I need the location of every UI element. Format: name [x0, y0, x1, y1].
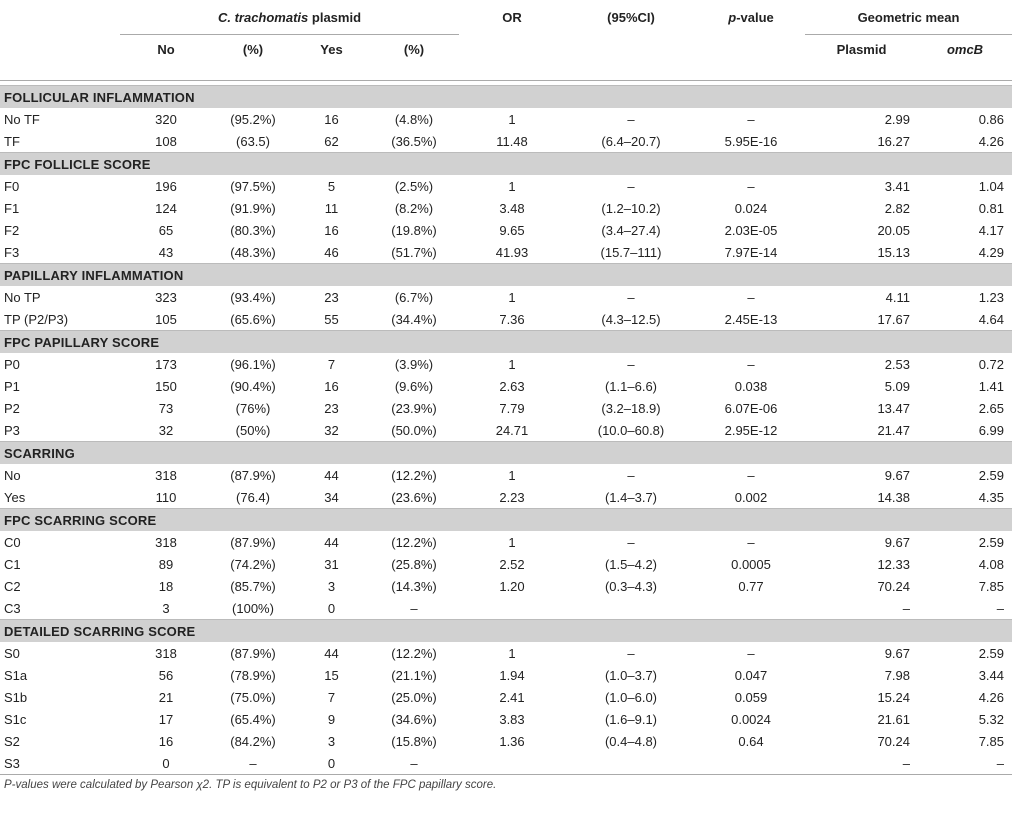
p-value: 0.038	[734, 378, 768, 394]
odds-ratio: 41.93	[495, 244, 529, 260]
no-count: 0	[162, 755, 170, 771]
yes-count: 11	[324, 200, 339, 216]
row-label: P0	[4, 356, 20, 372]
odds-ratio: 2.23	[499, 489, 525, 505]
plasmid-mean: 70.24	[877, 578, 910, 594]
yes-percent: (3.9%)	[394, 356, 434, 372]
table-row	[0, 241, 1012, 264]
geomean-header: Geometric mean	[805, 0, 1012, 35]
no-count: 16	[158, 733, 174, 749]
plasmid-mean: 21.61	[877, 711, 910, 727]
plasmid-mean: 21.47	[877, 422, 910, 438]
section-title: FPC SCARRING SCORE	[0, 509, 1012, 532]
odds-ratio: 24.71	[495, 422, 529, 438]
section-header	[0, 153, 1012, 176]
omcb-mean: 4.08	[978, 556, 1004, 572]
no-percent: (84.2%)	[230, 733, 276, 749]
no-count: 196	[155, 178, 177, 194]
plasmid-header: Plasmid	[836, 42, 887, 57]
row-label: S3	[4, 755, 20, 771]
row-label: Yes	[4, 489, 26, 505]
row-label: S1a	[4, 667, 28, 683]
yes-count: 16	[324, 378, 339, 394]
plasmid-mean: 17.67	[877, 311, 910, 327]
plasmid-group-header: C. trachomatis plasmid	[120, 0, 459, 35]
p-value	[697, 752, 805, 775]
plasmid-mean: 2.82	[884, 200, 910, 216]
plasmid-mean: 12.33	[877, 556, 910, 572]
no-percent: (85.7%)	[230, 578, 276, 594]
yes-count: 32	[324, 422, 339, 438]
no-count: 32	[158, 422, 174, 438]
odds-ratio: 1	[508, 534, 516, 550]
confidence-interval: (1.6–9.1)	[604, 711, 658, 727]
confidence-interval: (3.4–27.4)	[601, 222, 661, 238]
no-count: 124	[155, 200, 177, 216]
p-value: 2.95E-12	[724, 422, 778, 438]
yes-percent: (8.2%)	[394, 200, 434, 216]
no-percent: (87.9%)	[230, 467, 276, 483]
p-value: 0.002	[734, 489, 768, 505]
no-count: 318	[155, 534, 177, 550]
table-row	[0, 130, 1012, 153]
row-label: No	[4, 467, 21, 483]
table-row	[0, 197, 1012, 219]
row-label: TP (P2/P3)	[4, 311, 69, 327]
table-row	[0, 308, 1012, 331]
odds-ratio: 1	[508, 178, 516, 194]
omcb-mean: 7.85	[978, 578, 1004, 594]
table-row	[0, 708, 1012, 730]
plasmid-mean: 14.38	[877, 489, 910, 505]
confidence-interval: –	[627, 356, 635, 372]
row-label: F0	[4, 178, 20, 194]
yes-count: 7	[327, 356, 336, 372]
yes-percent: (19.8%)	[391, 222, 437, 238]
row-label: No TF	[4, 111, 40, 127]
header-row-1	[0, 0, 1012, 35]
no-percent: (87.9%)	[230, 534, 276, 550]
section-header	[0, 442, 1012, 465]
omcb-mean: 2.59	[978, 467, 1004, 483]
omcb-mean: 2.59	[978, 534, 1004, 550]
yes-percent: (14.3%)	[391, 578, 437, 594]
yes-count: 44	[324, 534, 339, 550]
odds-ratio: 3.83	[499, 711, 525, 727]
odds-ratio: 1.94	[499, 667, 525, 683]
yes-percent: (36.5%)	[391, 133, 437, 149]
yes-percent: (12.2%)	[391, 467, 437, 483]
row-label: F1	[4, 200, 20, 216]
no-percent: (48.3%)	[230, 244, 276, 260]
omcb-mean: 4.26	[978, 689, 1004, 705]
no-percent: (65.6%)	[230, 311, 276, 327]
table-row	[0, 686, 1012, 708]
omcb-mean: 1.04	[978, 178, 1004, 194]
odds-ratio: 11.48	[496, 133, 528, 149]
yes-count: 31	[324, 556, 339, 572]
table-row	[0, 486, 1012, 509]
no-count: 318	[155, 467, 177, 483]
no-count: 21	[158, 689, 174, 705]
yes-count: 62	[324, 133, 339, 149]
yes-count: 34	[324, 489, 339, 505]
row-label: No TP	[4, 289, 41, 305]
yes-count: 23	[324, 400, 339, 416]
pct-yes-header: (%)	[403, 42, 425, 57]
confidence-interval: (4.3–12.5)	[601, 311, 661, 327]
yes-count: 15	[324, 667, 339, 683]
confidence-interval: –	[627, 289, 635, 305]
section-title: SCARRING	[0, 442, 1012, 465]
row-label: C0	[4, 534, 21, 550]
yes-count: 0	[327, 755, 336, 771]
p-value: 5.95E-16	[724, 133, 778, 149]
p-value: –	[747, 645, 755, 661]
plasmid-mean: 9.67	[884, 534, 910, 550]
no-percent: –	[249, 755, 257, 771]
row-label: TF	[4, 133, 20, 149]
no-percent: (74.2%)	[230, 556, 276, 572]
confidence-interval: –	[627, 111, 635, 127]
p-value: –	[747, 289, 755, 305]
plasmid-mean: 9.67	[884, 467, 910, 483]
no-count: 17	[158, 711, 174, 727]
omcb-mean: –	[996, 755, 1004, 771]
plasmid-mean: 4.11	[885, 289, 910, 305]
confidence-interval: (0.4–4.8)	[604, 733, 658, 749]
section-header	[0, 264, 1012, 287]
p-value: 0.059	[734, 689, 768, 705]
no-count: 318	[155, 645, 177, 661]
no-percent: (65.4%)	[230, 711, 276, 727]
p-value: –	[747, 534, 755, 550]
no-count: 320	[155, 111, 177, 127]
p-value: –	[747, 178, 755, 194]
p-value: 2.03E-05	[724, 222, 778, 238]
plasmid-mean: 20.05	[877, 222, 910, 238]
p-value: 6.07E-06	[724, 400, 778, 416]
yes-percent: (23.9%)	[391, 400, 437, 416]
no-percent: (78.9%)	[230, 667, 276, 683]
section-header	[0, 509, 1012, 532]
no-percent: (75.0%)	[230, 689, 276, 705]
confidence-interval: (3.2–18.9)	[601, 400, 661, 416]
p-value: 0.0024	[731, 711, 771, 727]
footnote: P-values were calculated by Pearson χ2. TP is equivalent to P2 or P3 of the FPC papillary score.	[4, 779, 497, 791]
yes-count: 3	[327, 733, 336, 749]
yes-count: 16	[324, 111, 339, 127]
p-value: 0.047	[734, 667, 768, 683]
yes-percent: (6.7%)	[394, 289, 434, 305]
odds-ratio: 1	[508, 645, 516, 661]
odds-ratio: 9.65	[499, 222, 525, 238]
no-count: 105	[155, 311, 177, 327]
odds-ratio: 1	[508, 467, 516, 483]
header-row-2	[0, 35, 1012, 81]
table-row	[0, 531, 1012, 553]
confidence-interval: –	[627, 645, 635, 661]
yes-header: Yes	[320, 42, 343, 57]
yes-count: 16	[324, 222, 339, 238]
no-count: 108	[155, 133, 177, 149]
confidence-interval: –	[627, 178, 635, 194]
no-count: 3	[162, 600, 170, 616]
plasmid-mean: 13.47	[877, 400, 910, 416]
odds-ratio	[459, 752, 565, 775]
yes-percent: –	[410, 600, 418, 616]
no-percent: (95.2%)	[230, 111, 276, 127]
odds-ratio: 3.48	[499, 200, 525, 216]
no-percent: (80.3%)	[230, 222, 276, 238]
omcb-mean: 4.29	[978, 244, 1004, 260]
plasmid-mean: 15.24	[877, 689, 910, 705]
section-title: FOLLICULAR INFLAMMATION	[0, 86, 1012, 109]
no-count: 18	[158, 578, 174, 594]
plasmid-mean: 5.09	[884, 378, 910, 394]
table-row	[0, 375, 1012, 397]
omcb-mean: 2.59	[978, 645, 1004, 661]
p-value: –	[747, 356, 755, 372]
odds-ratio: 2.41	[499, 689, 525, 705]
omcb-mean: 4.26	[978, 133, 1004, 149]
no-percent: (96.1%)	[230, 356, 276, 372]
omcb-mean: 3.44	[978, 667, 1004, 683]
odds-ratio: 7.36	[499, 311, 525, 327]
table-row	[0, 597, 1012, 620]
no-count: 110	[155, 489, 177, 505]
yes-count: 23	[324, 289, 339, 305]
confidence-interval: (15.7–111)	[600, 244, 662, 260]
yes-percent: (25.8%)	[391, 556, 437, 572]
pvalue-header: p-value	[728, 9, 774, 25]
yes-percent: (15.8%)	[391, 733, 437, 749]
row-label: S2	[4, 733, 20, 749]
table-row	[0, 175, 1012, 197]
plasmid-mean: –	[902, 600, 910, 616]
odds-ratio: 2.52	[499, 556, 525, 572]
yes-count: 44	[324, 645, 339, 661]
no-percent: (87.9%)	[230, 645, 276, 661]
p-value: 0.64	[738, 733, 764, 749]
table-row	[0, 752, 1012, 775]
yes-percent: (34.6%)	[391, 711, 437, 727]
no-count: 89	[158, 556, 174, 572]
yes-percent: (12.2%)	[391, 534, 437, 550]
ci-header: (95%CI)	[607, 9, 655, 25]
confidence-interval: (0.3–4.3)	[604, 578, 658, 594]
yes-percent: (50.0%)	[391, 422, 437, 438]
no-percent: (93.4%)	[230, 289, 276, 305]
odds-ratio: 1.36	[499, 733, 525, 749]
omcb-mean: 0.72	[978, 356, 1004, 372]
plasmid-mean: 3.41	[884, 178, 910, 194]
table-row	[0, 730, 1012, 752]
plasmid-mean: 7.98	[884, 667, 910, 683]
row-label: F3	[4, 244, 20, 260]
yes-percent: (25.0%)	[391, 689, 437, 705]
pct-no-header: (%)	[242, 42, 264, 57]
table-row	[0, 553, 1012, 575]
omcb-mean: 0.81	[978, 200, 1004, 216]
yes-count: 46	[324, 244, 339, 260]
section-header	[0, 86, 1012, 109]
no-percent: (63.5)	[236, 133, 270, 149]
row-label: S1b	[4, 689, 28, 705]
no-count: 65	[158, 222, 174, 238]
confidence-interval: (1.5–4.2)	[604, 556, 658, 572]
yes-percent: (51.7%)	[391, 244, 437, 260]
row-label: S1c	[4, 711, 27, 727]
plasmid-mean: 70.24	[877, 733, 910, 749]
confidence-interval: –	[627, 467, 635, 483]
yes-count: 3	[327, 578, 336, 594]
omcb-mean: 6.99	[978, 422, 1004, 438]
p-value: –	[747, 467, 755, 483]
odds-ratio	[459, 597, 565, 620]
no-percent: (76%)	[235, 400, 271, 416]
row-label: C3	[4, 600, 21, 616]
yes-count: 44	[324, 467, 339, 483]
table-row	[0, 419, 1012, 442]
confidence-interval: (1.4–3.7)	[604, 489, 658, 505]
plasmid-mean: 9.67	[884, 645, 910, 661]
section-title: FPC PAPILLARY SCORE	[0, 331, 1012, 354]
no-count: 173	[155, 356, 177, 372]
section-header	[0, 620, 1012, 643]
omcb-mean: 4.17	[978, 222, 1004, 238]
yes-percent: (23.6%)	[391, 489, 437, 505]
odds-ratio: 2.63	[499, 378, 525, 394]
confidence-interval: (6.4–20.7)	[601, 133, 661, 149]
row-label: C1	[4, 556, 21, 572]
confidence-interval	[565, 597, 697, 620]
no-percent: (90.4%)	[230, 378, 276, 394]
yes-percent: (4.8%)	[394, 111, 434, 127]
row-label: C2	[4, 578, 21, 594]
table-row	[0, 219, 1012, 241]
yes-count: 9	[327, 711, 336, 727]
plasmid-mean: 2.53	[884, 356, 910, 372]
yes-percent: (34.4%)	[391, 311, 437, 327]
p-value: 2.45E-13	[724, 311, 778, 327]
section-title: PAPILLARY INFLAMMATION	[0, 264, 1012, 287]
confidence-interval: –	[627, 534, 635, 550]
confidence-interval: (1.0–3.7)	[604, 667, 658, 683]
section-title: FPC FOLLICLE SCORE	[0, 153, 1012, 176]
odds-ratio: 1.20	[499, 578, 525, 594]
yes-percent: (2.5%)	[394, 178, 434, 194]
row-label: P3	[4, 422, 20, 438]
yes-percent: (9.6%)	[394, 378, 434, 394]
odds-ratio: 1	[508, 289, 516, 305]
p-value: –	[747, 111, 755, 127]
no-percent: (100%)	[232, 600, 274, 616]
omcb-mean: 1.41	[978, 378, 1004, 394]
confidence-interval	[565, 752, 697, 775]
or-header: OR	[502, 9, 522, 25]
yes-count: 5	[327, 178, 336, 194]
p-value: 0.024	[734, 200, 768, 216]
no-count: 323	[155, 289, 177, 305]
row-label: P2	[4, 400, 20, 416]
yes-count: 0	[327, 600, 336, 616]
omcb-mean: 7.85	[978, 733, 1004, 749]
yes-count: 55	[324, 311, 339, 327]
confidence-interval: (1.1–6.6)	[604, 378, 658, 394]
plasmid-mean: –	[902, 755, 910, 771]
no-count: 56	[158, 667, 174, 683]
table-row	[0, 353, 1012, 375]
omcb-mean: 0.86	[978, 111, 1004, 127]
table-row	[0, 397, 1012, 419]
p-value: 7.97E-14	[724, 244, 778, 260]
yes-count: 7	[327, 689, 336, 705]
section-title: DETAILED SCARRING SCORE	[0, 620, 1012, 643]
row-label: S0	[4, 645, 20, 661]
table-row	[0, 464, 1012, 486]
table-row	[0, 664, 1012, 686]
table-row	[0, 286, 1012, 308]
plasmid-mean: 2.99	[884, 111, 910, 127]
omcb-mean: 4.64	[978, 311, 1004, 327]
yes-percent: (21.1%)	[391, 667, 437, 683]
odds-ratio: 1	[508, 356, 516, 372]
omcb-mean: 5.32	[978, 711, 1004, 727]
no-count: 73	[158, 400, 174, 416]
no-percent: (50%)	[235, 422, 271, 438]
plasmid-mean: 16.27	[877, 133, 910, 149]
omcb-mean: –	[996, 600, 1004, 616]
row-label: P1	[4, 378, 20, 394]
plasmid-mean: 15.13	[877, 244, 910, 260]
row-label: F2	[4, 222, 20, 238]
omcb-mean: 1.23	[978, 289, 1004, 305]
confidence-interval: (10.0–60.8)	[597, 422, 665, 438]
p-value	[697, 597, 805, 620]
no-percent: (76.4)	[236, 489, 270, 505]
yes-percent: (12.2%)	[391, 645, 437, 661]
table-row	[0, 575, 1012, 597]
omcb-mean: 4.35	[978, 489, 1004, 505]
omcb-header: omcB	[946, 42, 984, 57]
odds-ratio: 1	[508, 111, 516, 127]
odds-ratio: 7.79	[499, 400, 525, 416]
table-row	[0, 108, 1012, 130]
yes-percent: –	[410, 755, 418, 771]
no-header: No	[157, 42, 175, 57]
confidence-interval: (1.0–6.0)	[604, 689, 658, 705]
no-count: 150	[155, 378, 177, 394]
section-header	[0, 331, 1012, 354]
no-count: 43	[158, 244, 174, 260]
no-percent: (97.5%)	[230, 178, 276, 194]
p-value: 0.77	[738, 578, 764, 594]
omcb-mean: 2.65	[978, 400, 1004, 416]
p-value: 0.0005	[731, 556, 771, 572]
confidence-interval: (1.2–10.2)	[601, 200, 661, 216]
no-percent: (91.9%)	[230, 200, 276, 216]
table-row	[0, 642, 1012, 664]
